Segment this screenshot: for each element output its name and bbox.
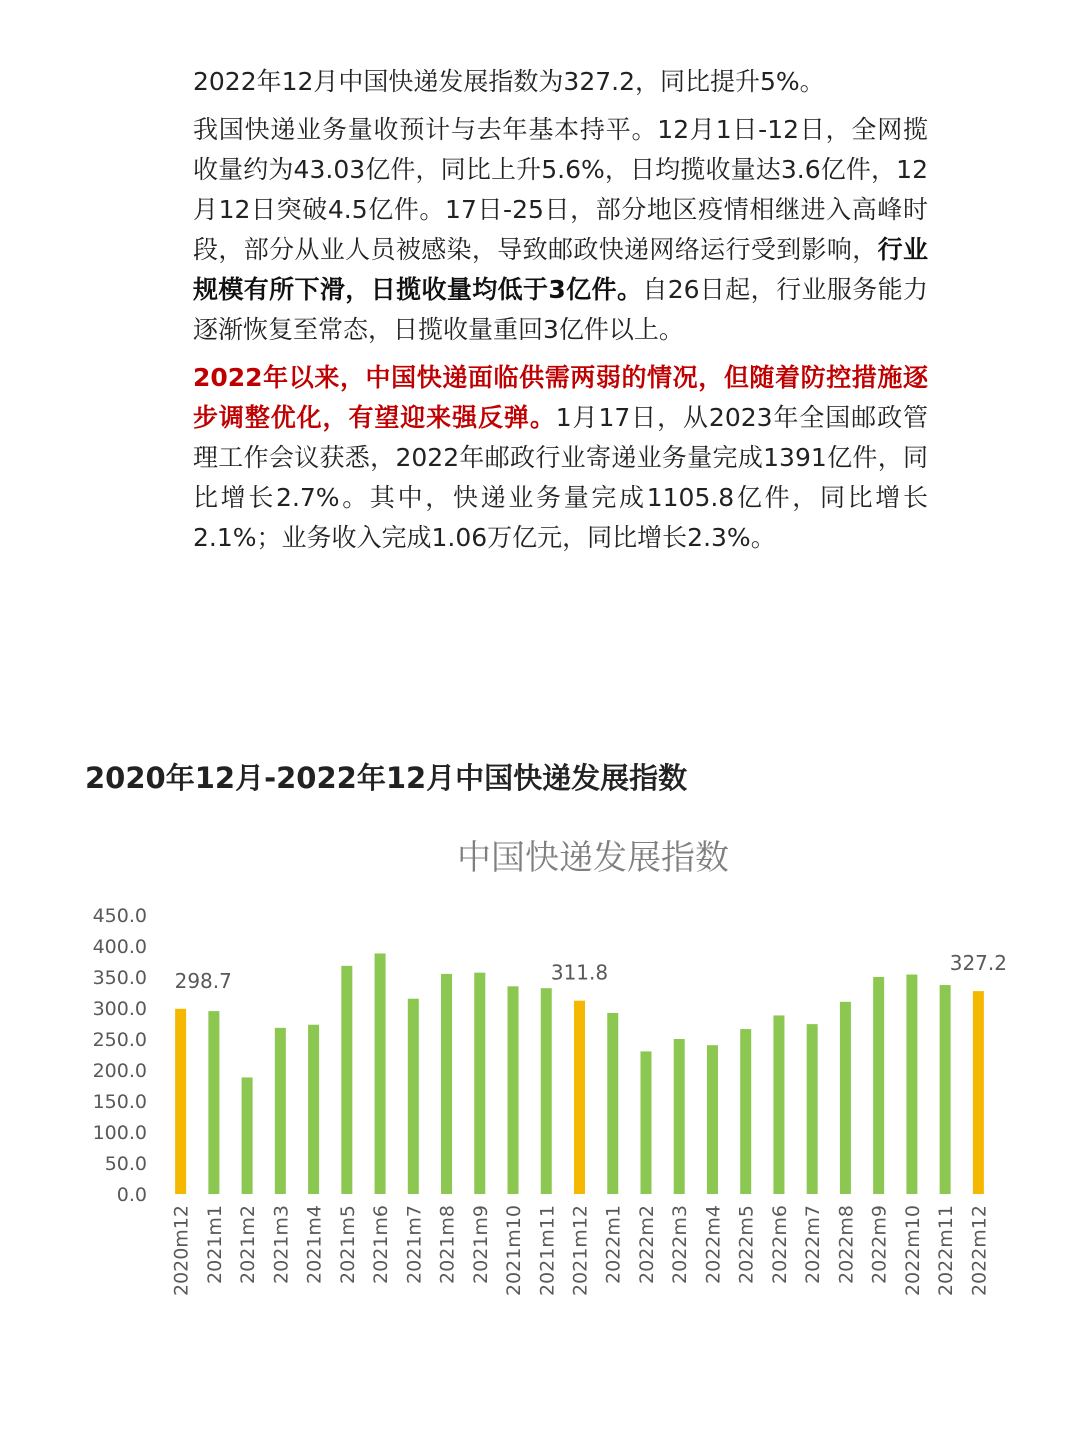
x-tick-label: 2021m5 bbox=[336, 1205, 359, 1284]
chart-title: 中国快递发展指数 bbox=[457, 838, 729, 878]
bar-2022m10 bbox=[906, 975, 917, 1194]
x-tick-label: 2022m7 bbox=[802, 1205, 825, 1284]
bar-2021m4 bbox=[308, 1025, 319, 1194]
paragraph-2-text-b: 自26日起，行业服务能力逐渐恢复至常态，日揽收量重回3亿件以上。 bbox=[193, 275, 928, 344]
x-tick-label: 2021m8 bbox=[436, 1205, 459, 1284]
paragraph-2-text-a: 我国快递业务量收预计与去年基本持平。12月1日-12日，全网揽收量约为43.03亿件，同比上升5.6%，日均揽收量达3.6亿件，12月12日突破4.5亿件。17日-25日，部分地区疫情相继进入高峰时段，部分从业人员被感染，导致邮政快递网络运行受到影响， bbox=[193, 115, 928, 264]
bar-2021m7 bbox=[408, 999, 419, 1194]
y-tick-label: 250.0 bbox=[92, 1029, 147, 1051]
bar-2021m11 bbox=[541, 988, 552, 1194]
x-tick-label: 2022m5 bbox=[735, 1205, 758, 1284]
x-tick-label: 2022m3 bbox=[669, 1205, 692, 1284]
x-tick-label: 2022m4 bbox=[702, 1205, 725, 1284]
x-tick-label: 2021m11 bbox=[536, 1205, 559, 1297]
paragraph-summary bbox=[193, 62, 928, 102]
bar-2021m12 bbox=[574, 1001, 585, 1194]
x-tick-label: 2021m9 bbox=[469, 1205, 492, 1284]
article-body bbox=[193, 62, 928, 566]
bar-2022m6 bbox=[773, 1015, 784, 1194]
y-tick-label: 200.0 bbox=[92, 1060, 147, 1082]
bar-2022m8 bbox=[840, 1002, 851, 1194]
x-tick-label: 2022m10 bbox=[901, 1205, 924, 1297]
x-tick-label: 2022m6 bbox=[768, 1205, 791, 1284]
x-tick-label: 2021m1 bbox=[203, 1205, 226, 1284]
paragraph-2-bold-text: 行业规模有所下滑，日揽收量均低于3亿件。 bbox=[193, 235, 928, 304]
paragraph-3-text: 1月17日，从2023年全国邮政管理工作会议获悉，2022年邮政行业寄递业务量完成1391亿件，同比增长2.7%。其中，快递业务量完成1105.8亿件，同比增长2.1%；业务收入完成1.06万亿元，同比增长2.3%。 bbox=[193, 403, 928, 552]
express-index-bar-chart bbox=[80, 805, 1008, 1315]
chart-section-title: 2020年12月-2022年12月中国快递发展指数 bbox=[85, 761, 688, 795]
x-tick-label: 2021m12 bbox=[569, 1205, 592, 1297]
data-label: 311.8 bbox=[550, 960, 609, 985]
x-tick-label: 2021m3 bbox=[270, 1205, 293, 1284]
bar-2021m10 bbox=[508, 986, 519, 1194]
paragraph-3-highlight-text: 2022年以来，中国快递面临供需两弱的情况，但随着防控措施逐步调整优化，有望迎来强反弹。 bbox=[193, 363, 928, 432]
x-tick-label: 2022m12 bbox=[968, 1205, 991, 1297]
bar-2020m12 bbox=[175, 1009, 186, 1194]
x-tick-label: 2022m8 bbox=[835, 1205, 858, 1284]
y-tick-label: 0.0 bbox=[116, 1184, 147, 1206]
bar-2022m12 bbox=[973, 991, 984, 1194]
paragraph-business-volume bbox=[193, 110, 928, 350]
bar-2022m7 bbox=[807, 1024, 818, 1194]
bar-2021m2 bbox=[242, 1077, 253, 1194]
bar-2022m11 bbox=[940, 985, 951, 1194]
x-tick-label: 2022m11 bbox=[935, 1205, 958, 1297]
y-tick-label: 300.0 bbox=[92, 998, 147, 1020]
x-tick-label: 2022m1 bbox=[602, 1205, 625, 1284]
bar-2021m1 bbox=[208, 1011, 219, 1194]
y-tick-label: 150.0 bbox=[92, 1091, 147, 1113]
bar-2022m9 bbox=[873, 977, 884, 1194]
bar-2021m6 bbox=[375, 953, 386, 1194]
bar-2022m2 bbox=[640, 1051, 651, 1194]
data-label: 298.7 bbox=[174, 968, 232, 993]
y-tick-label: 50.0 bbox=[104, 1153, 147, 1175]
x-tick-label: 2022m2 bbox=[635, 1205, 658, 1284]
bar-2022m4 bbox=[707, 1045, 718, 1194]
bar-2022m1 bbox=[607, 1013, 618, 1194]
data-label: 327.2 bbox=[949, 951, 1008, 976]
bar-2021m5 bbox=[341, 966, 352, 1194]
y-tick-label: 350.0 bbox=[92, 967, 147, 989]
x-tick-label: 2021m10 bbox=[503, 1205, 526, 1297]
bar-2021m3 bbox=[275, 1028, 286, 1194]
x-tick-label: 2021m4 bbox=[303, 1205, 326, 1284]
paragraph-outlook bbox=[193, 358, 928, 558]
bar-2022m3 bbox=[674, 1039, 685, 1194]
y-tick-label: 100.0 bbox=[92, 1122, 147, 1144]
y-tick-label: 400.0 bbox=[92, 936, 147, 958]
x-tick-label: 2021m6 bbox=[370, 1205, 393, 1284]
x-tick-label: 2020m12 bbox=[170, 1205, 193, 1297]
bar-2021m8 bbox=[441, 974, 452, 1194]
x-tick-label: 2021m2 bbox=[237, 1205, 260, 1284]
x-tick-label: 2021m7 bbox=[403, 1205, 426, 1284]
bar-2021m9 bbox=[474, 973, 485, 1194]
x-tick-label: 2022m9 bbox=[868, 1205, 891, 1284]
bar-2022m5 bbox=[740, 1029, 751, 1194]
y-tick-label: 450.0 bbox=[92, 905, 147, 927]
paragraph-summary-text: 2022年12月中国快递发展指数为327.2，同比提升5%。 bbox=[193, 67, 825, 96]
